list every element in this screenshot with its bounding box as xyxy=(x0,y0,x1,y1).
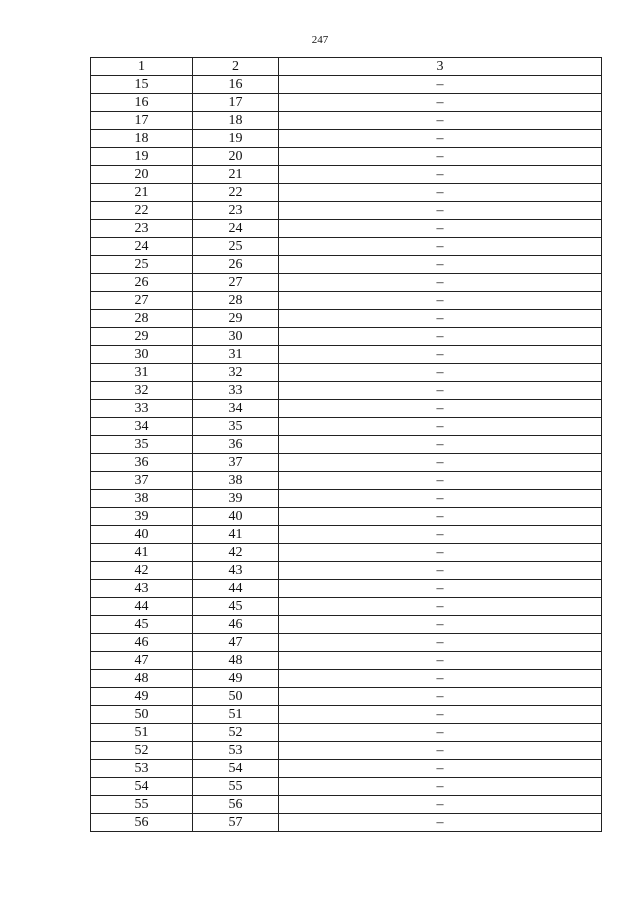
table-cell-col-1: 29 xyxy=(91,328,193,346)
table-cell-col-3: – xyxy=(279,76,602,94)
table-cell-col-1: 34 xyxy=(91,418,193,436)
table-cell-col-2: 28 xyxy=(193,292,279,310)
table-cell-col-1: 21 xyxy=(91,184,193,202)
table-row xyxy=(91,454,602,472)
table-cell-col-2: 16 xyxy=(193,76,279,94)
table-row xyxy=(91,274,602,292)
table-row xyxy=(91,220,602,238)
table-cell-col-3: – xyxy=(279,130,602,148)
table-cell-col-3: – xyxy=(279,544,602,562)
table-cell-col-3: – xyxy=(279,634,602,652)
header-row xyxy=(91,58,602,76)
table-cell-col-2: 43 xyxy=(193,562,279,580)
table-cell-col-1: 18 xyxy=(91,130,193,148)
table-cell-col-3: – xyxy=(279,238,602,256)
table-row xyxy=(91,778,602,796)
table-cell-col-2: 49 xyxy=(193,670,279,688)
table-cell-col-3: – xyxy=(279,94,602,112)
table-cell-col-3: – xyxy=(279,310,602,328)
table-row xyxy=(91,688,602,706)
table-cell-col-1: 30 xyxy=(91,346,193,364)
table-cell-col-1: 50 xyxy=(91,706,193,724)
table-cell-col-3: – xyxy=(279,652,602,670)
table-cell-col-3: – xyxy=(279,454,602,472)
data-table xyxy=(90,57,602,832)
table-row xyxy=(91,382,602,400)
table-cell-col-3: – xyxy=(279,292,602,310)
table-cell-col-2: 29 xyxy=(193,310,279,328)
table-row xyxy=(91,238,602,256)
table-row xyxy=(91,328,602,346)
table-cell-col-2: 44 xyxy=(193,580,279,598)
table-cell-col-3: – xyxy=(279,166,602,184)
table-cell-col-2: 38 xyxy=(193,472,279,490)
table-cell-col-2: 26 xyxy=(193,256,279,274)
table-row xyxy=(91,796,602,814)
table-cell-col-1: 15 xyxy=(91,76,193,94)
table-row xyxy=(91,580,602,598)
table-cell-col-3: – xyxy=(279,778,602,796)
table-cell-col-1: 19 xyxy=(91,148,193,166)
table-row xyxy=(91,148,602,166)
table-cell-col-1: 42 xyxy=(91,562,193,580)
table-cell-col-2: 45 xyxy=(193,598,279,616)
table-cell-col-1: 25 xyxy=(91,256,193,274)
table-row xyxy=(91,472,602,490)
table-cell-col-2: 46 xyxy=(193,616,279,634)
table-cell-col-3: – xyxy=(279,274,602,292)
table-row xyxy=(91,724,602,742)
table-cell-col-2: 50 xyxy=(193,688,279,706)
table-cell-col-1: 33 xyxy=(91,400,193,418)
table-cell-col-3: – xyxy=(279,400,602,418)
table-cell-col-2: 36 xyxy=(193,436,279,454)
table-cell-col-3: – xyxy=(279,670,602,688)
table-cell-col-1: 22 xyxy=(91,202,193,220)
table-cell-col-1: 38 xyxy=(91,490,193,508)
table-cell-col-2: 31 xyxy=(193,346,279,364)
table-cell-col-2: 20 xyxy=(193,148,279,166)
table-cell-col-3: – xyxy=(279,472,602,490)
table-cell-col-1: 44 xyxy=(91,598,193,616)
table-cell-col-3: – xyxy=(279,220,602,238)
table-cell-col-2: 21 xyxy=(193,166,279,184)
table-row xyxy=(91,202,602,220)
table-cell-col-1: 23 xyxy=(91,220,193,238)
table-cell-col-1: 46 xyxy=(91,634,193,652)
table-cell-col-1: 20 xyxy=(91,166,193,184)
table-row xyxy=(91,742,602,760)
table-cell-col-2: 27 xyxy=(193,274,279,292)
table-cell-col-1: 56 xyxy=(91,814,193,832)
table-cell-col-1: 35 xyxy=(91,436,193,454)
table-cell-col-3: – xyxy=(279,508,602,526)
table-cell-col-3: – xyxy=(279,562,602,580)
table-cell-col-2: 17 xyxy=(193,94,279,112)
table-cell-col-1: 32 xyxy=(91,382,193,400)
table-cell-col-1: 48 xyxy=(91,670,193,688)
table-cell-col-1: 51 xyxy=(91,724,193,742)
table-cell-col-2: 42 xyxy=(193,544,279,562)
table-cell-col-2: 25 xyxy=(193,238,279,256)
table-cell-col-3: – xyxy=(279,184,602,202)
table-cell-col-3: – xyxy=(279,112,602,130)
table-row xyxy=(91,94,602,112)
table-cell-col-1: 55 xyxy=(91,796,193,814)
table-cell-col-2: 40 xyxy=(193,508,279,526)
table-cell-col-2: 24 xyxy=(193,220,279,238)
table-cell-col-1: 16 xyxy=(91,94,193,112)
table-row xyxy=(91,400,602,418)
column-header-3: 3 xyxy=(279,58,602,76)
table-cell-col-2: 52 xyxy=(193,724,279,742)
table-cell-col-2: 47 xyxy=(193,634,279,652)
table-cell-col-3: – xyxy=(279,526,602,544)
table-cell-col-3: – xyxy=(279,364,602,382)
table-row xyxy=(91,634,602,652)
table-cell-col-2: 19 xyxy=(193,130,279,148)
table-cell-col-2: 51 xyxy=(193,706,279,724)
table-cell-col-2: 48 xyxy=(193,652,279,670)
table-cell-col-2: 56 xyxy=(193,796,279,814)
table-cell-col-2: 32 xyxy=(193,364,279,382)
table-row xyxy=(91,418,602,436)
page-number: 247 xyxy=(311,34,329,46)
table-cell-col-1: 28 xyxy=(91,310,193,328)
table-cell-col-1: 27 xyxy=(91,292,193,310)
table-cell-col-3: – xyxy=(279,616,602,634)
table-cell-col-2: 37 xyxy=(193,454,279,472)
table-cell-col-3: – xyxy=(279,688,602,706)
table-row xyxy=(91,166,602,184)
table-row xyxy=(91,598,602,616)
table-row xyxy=(91,508,602,526)
table-cell-col-2: 53 xyxy=(193,742,279,760)
table-row xyxy=(91,706,602,724)
table-cell-col-2: 41 xyxy=(193,526,279,544)
table-cell-col-2: 30 xyxy=(193,328,279,346)
table-cell-col-3: – xyxy=(279,148,602,166)
table-cell-col-3: – xyxy=(279,706,602,724)
table-row xyxy=(91,76,602,94)
table-row xyxy=(91,652,602,670)
column-header-1: 1 xyxy=(91,58,193,76)
table-row xyxy=(91,436,602,454)
table-cell-col-3: – xyxy=(279,328,602,346)
table-row xyxy=(91,112,602,130)
table-cell-col-1: 17 xyxy=(91,112,193,130)
table-row xyxy=(91,814,602,832)
table-cell-col-1: 49 xyxy=(91,688,193,706)
table-cell-col-3: – xyxy=(279,382,602,400)
table-row xyxy=(91,526,602,544)
table-cell-col-2: 54 xyxy=(193,760,279,778)
table-row xyxy=(91,130,602,148)
table-cell-col-2: 55 xyxy=(193,778,279,796)
table-cell-col-2: 35 xyxy=(193,418,279,436)
table-body xyxy=(91,76,602,832)
table-row xyxy=(91,490,602,508)
table-cell-col-2: 34 xyxy=(193,400,279,418)
table-row xyxy=(91,544,602,562)
table-cell-col-3: – xyxy=(279,598,602,616)
table-cell-col-1: 31 xyxy=(91,364,193,382)
table-cell-col-2: 39 xyxy=(193,490,279,508)
table-cell-col-1: 53 xyxy=(91,760,193,778)
table-cell-col-3: – xyxy=(279,436,602,454)
table-cell-col-3: – xyxy=(279,418,602,436)
table-cell-col-1: 39 xyxy=(91,508,193,526)
table-cell-col-1: 26 xyxy=(91,274,193,292)
table-row xyxy=(91,616,602,634)
table-row xyxy=(91,364,602,382)
table-cell-col-3: – xyxy=(279,202,602,220)
table-cell-col-1: 40 xyxy=(91,526,193,544)
table-cell-col-1: 43 xyxy=(91,580,193,598)
table-cell-col-2: 22 xyxy=(193,184,279,202)
table-cell-col-1: 41 xyxy=(91,544,193,562)
table-cell-col-1: 54 xyxy=(91,778,193,796)
table-cell-col-3: – xyxy=(279,724,602,742)
table-cell-col-1: 37 xyxy=(91,472,193,490)
table-row xyxy=(91,256,602,274)
table-cell-col-3: – xyxy=(279,580,602,598)
table-row xyxy=(91,310,602,328)
table-cell-col-2: 33 xyxy=(193,382,279,400)
table-cell-col-3: – xyxy=(279,346,602,364)
table-cell-col-1: 47 xyxy=(91,652,193,670)
table-cell-col-3: – xyxy=(279,490,602,508)
table-cell-col-2: 18 xyxy=(193,112,279,130)
table-row xyxy=(91,760,602,778)
table-row xyxy=(91,562,602,580)
table-cell-col-3: – xyxy=(279,814,602,832)
table-row xyxy=(91,670,602,688)
table-cell-col-3: – xyxy=(279,760,602,778)
table-cell-col-1: 52 xyxy=(91,742,193,760)
table-cell-col-1: 24 xyxy=(91,238,193,256)
table-cell-col-3: – xyxy=(279,796,602,814)
column-header-2: 2 xyxy=(193,58,279,76)
table-cell-col-1: 45 xyxy=(91,616,193,634)
table-row xyxy=(91,184,602,202)
table-cell-col-3: – xyxy=(279,742,602,760)
table-row xyxy=(91,292,602,310)
table-cell-col-2: 23 xyxy=(193,202,279,220)
table-cell-col-2: 57 xyxy=(193,814,279,832)
table-cell-col-1: 36 xyxy=(91,454,193,472)
table-cell-col-3: – xyxy=(279,256,602,274)
table-row xyxy=(91,346,602,364)
